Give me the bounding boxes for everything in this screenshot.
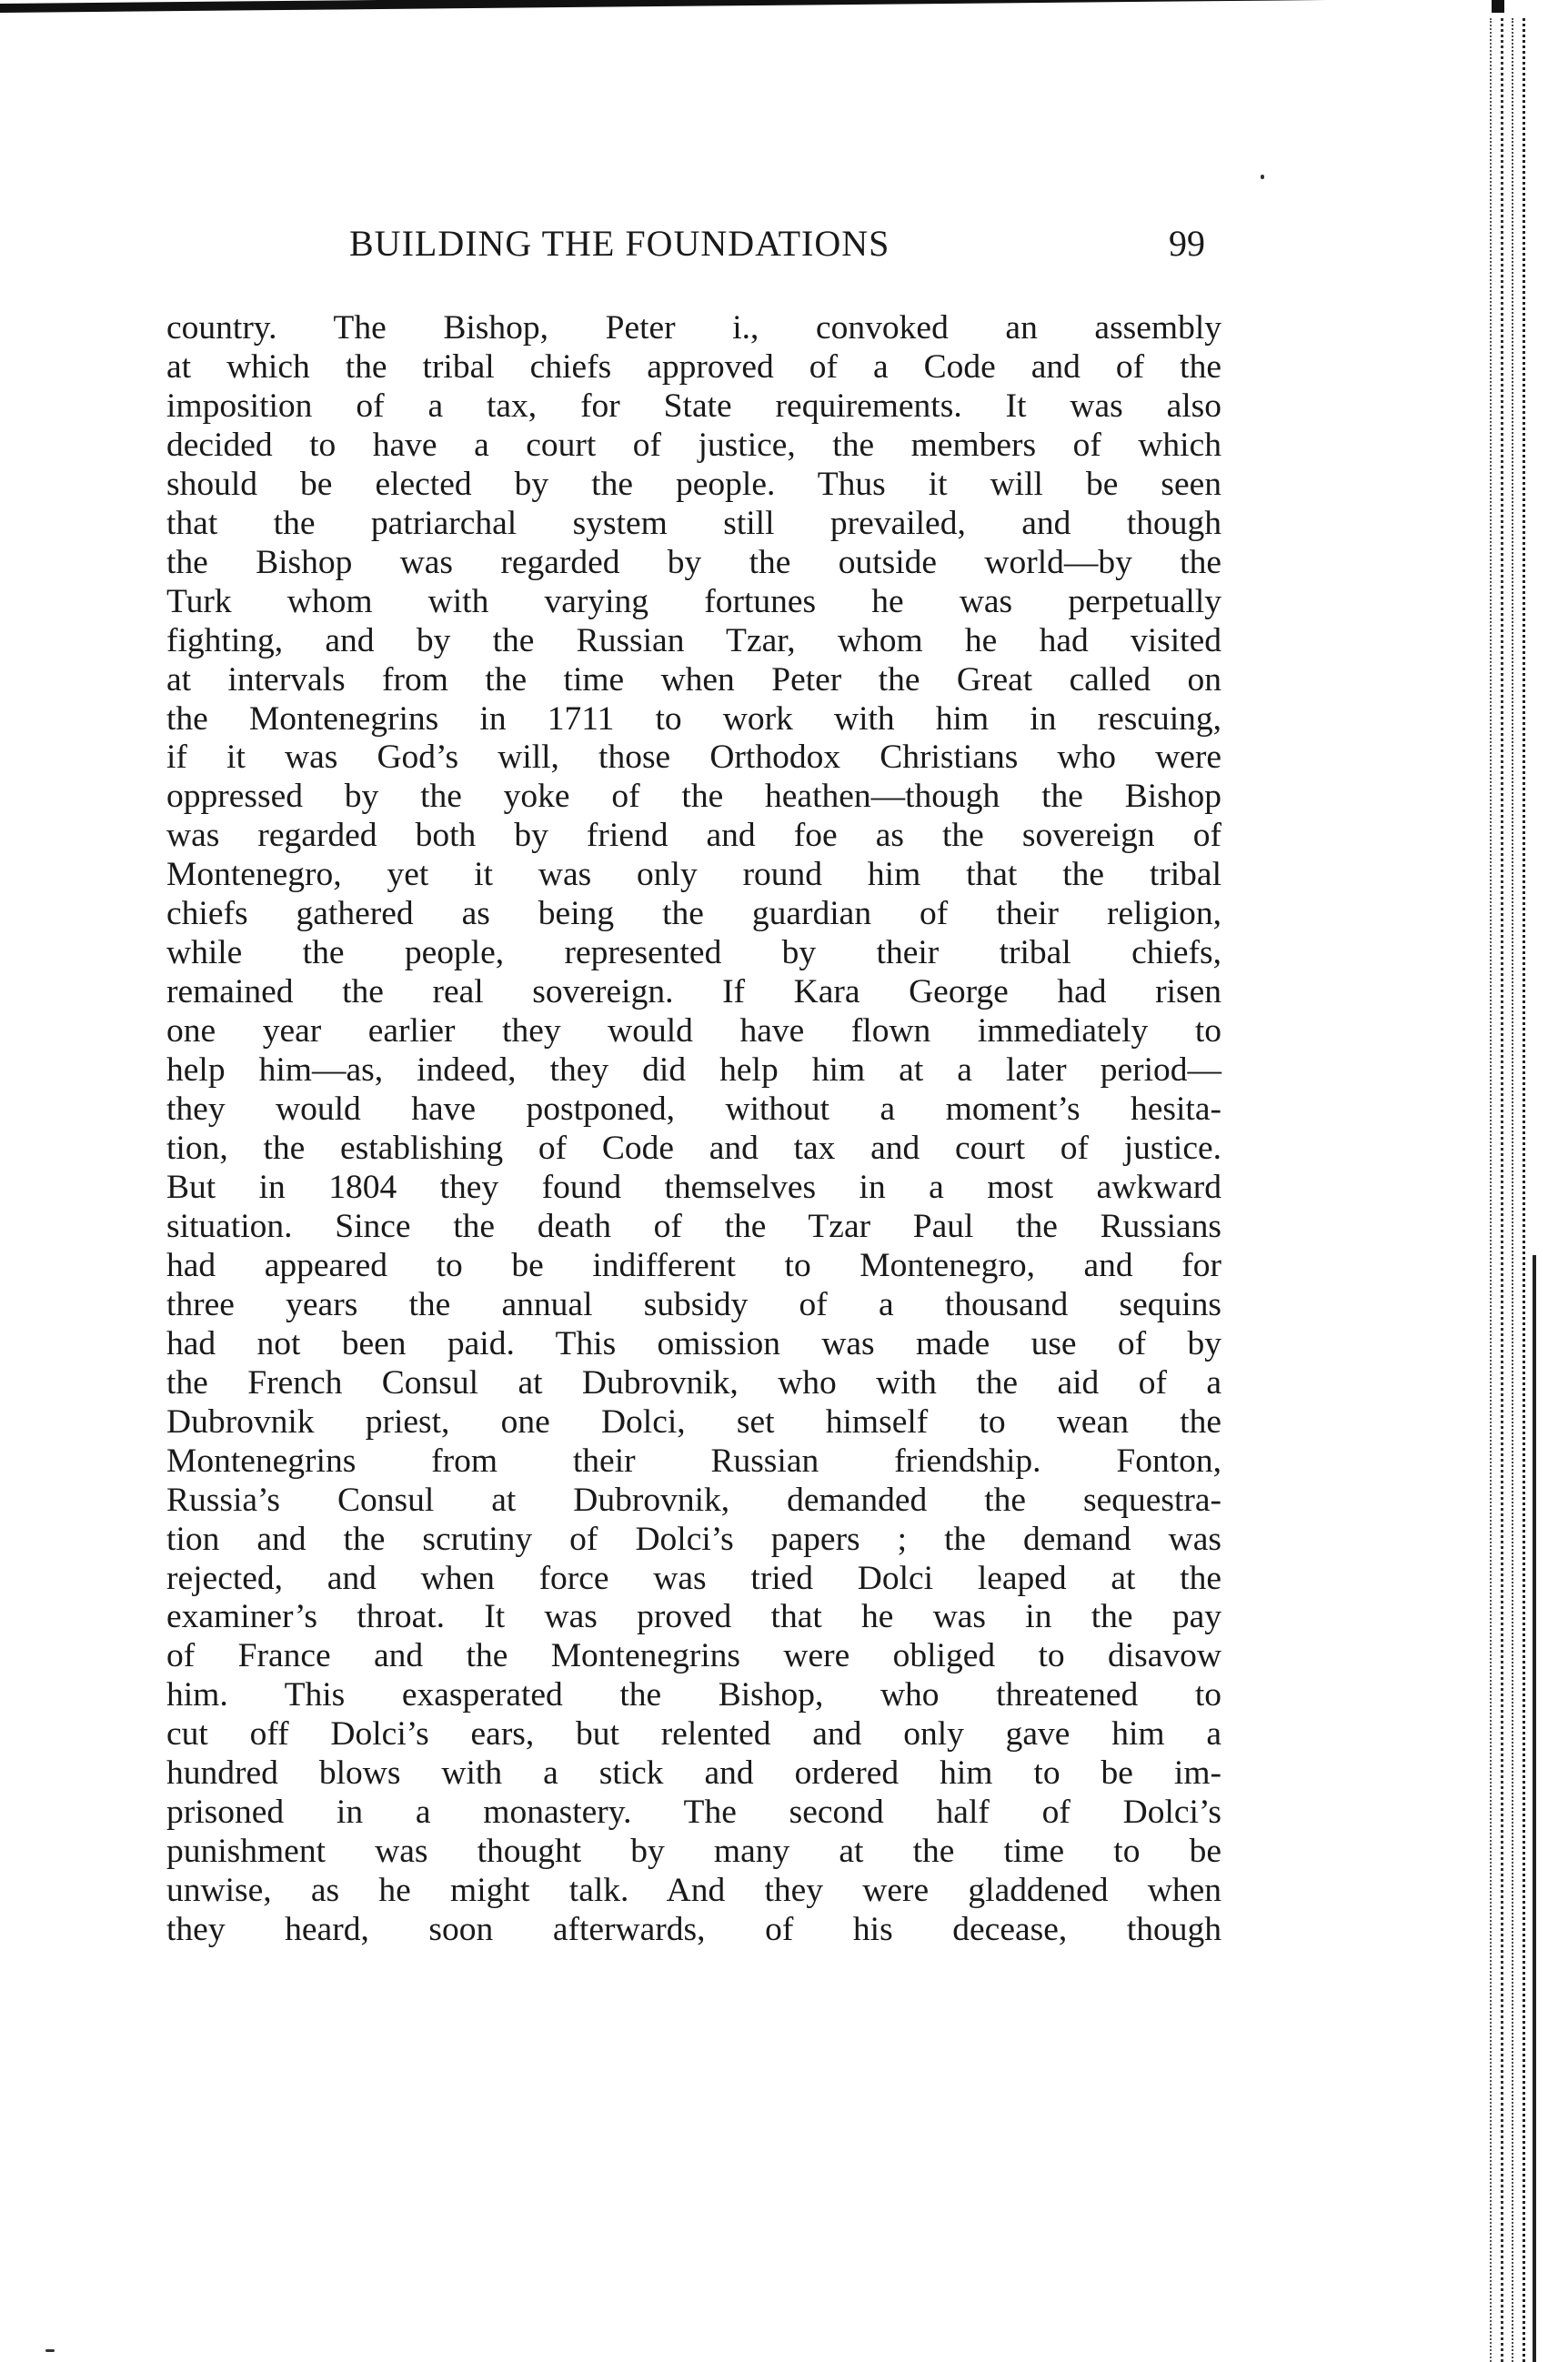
text-line: rejected, and when force was tried Dolci leaped at the [166,1559,1221,1597]
text-line: Dubrovnik priest, one Dolci, set himself to wean the [166,1402,1221,1441]
text-line: the Bishop was regarded by the outside world—by the [166,543,1221,581]
text-line: unwise, as he might talk. And they were gladdened when [166,1872,1221,1910]
text-line: fighting, and by the Russian Tzar, whom he had visited [166,621,1221,659]
page-edge-shadow [1512,18,1513,2362]
text-line: help him—as, indeed, they did help him at a later period— [166,1051,1221,1090]
text-line: that the patriarchal system still prevailed, and though [166,504,1221,542]
top-edge-corner [1492,0,1504,13]
text-line: decided to have a court of justice, the members of which [166,426,1221,464]
text-line: situation. Since the death of the Tzar Paul the Russians [166,1207,1221,1245]
text-line: should be elected by the people. Thus it will be seen [166,465,1221,503]
text-line: cut off Dolci’s ears, but relented and only gave him a [166,1715,1221,1754]
text-line: had appeared to be indifferent to Montenegro, and for [166,1246,1221,1284]
running-title: BUILDING THE FOUNDATIONS [349,223,890,264]
text-line: Montenegro, yet it was only round him that the tribal [166,856,1221,894]
text-line: at intervals from the time when Peter the Great called on [166,660,1221,699]
text-line: country. The Bishop, Peter i., convoked an assembly [166,309,1221,347]
text-line: examiner’s throat. It was proved that he was in the pay [166,1598,1221,1636]
text-line: three years the annual subsidy of a thousand sequins [166,1285,1221,1323]
text-line: they would have postponed, without a moment’s hesita- [166,1091,1221,1129]
text-line: prisoned in a monastery. The second half of Dolci’s [166,1794,1221,1832]
text-line: of France and the Montenegrins were obliged to disavow [166,1637,1221,1675]
text-line: oppressed by the yoke of the heathen—though the Bishop [166,778,1221,816]
page-edge-shadow [1533,1255,1536,2362]
text-line: tion, the establishing of Code and tax and court of justice. [166,1130,1221,1168]
text-line: the Montenegrins in 1711 to work with him in rescuing, [166,699,1221,738]
page-edge-shadow [1490,18,1492,2362]
text-line: him. This exasperated the Bishop, who threatened to [166,1676,1221,1714]
text-line: Russia’s Consul at Dubrovnik, demanded the sequestra- [166,1481,1221,1519]
text-line: was regarded both by friend and foe as the sovereign of [166,817,1221,855]
text-line: Montenegrins from their Russian friendship. Fonton, [166,1442,1221,1480]
text-line: if it was God’s will, those Orthodox Christians who were [166,739,1221,777]
text-line: while the people, represented by their tribal chiefs, [166,934,1221,972]
text-line: they heard, soon afterwards, of his decease, though [166,1911,1221,1949]
text-line: one year earlier they would have flown immediately to [166,1012,1221,1050]
running-header [349,222,1205,276]
text-line: the French Consul at Dubrovnik, who with the aid of a [166,1363,1221,1402]
page-number: 99 [1169,223,1205,264]
text-line: chiefs gathered as being the guardian of their religion, [166,895,1221,933]
ink-speck [45,2349,55,2352]
text-line: hundred blows with a stick and ordered him to be im- [166,1754,1221,1793]
text-line: remained the real sovereign. If Kara George had risen [166,973,1221,1011]
body-text [166,309,1221,1950]
top-edge-rule [0,0,1503,13]
text-line: punishment was thought by many at the time to be [166,1833,1221,1871]
text-line: imposition of a tax, for State requirements. It was also [166,387,1221,425]
text-line: But in 1804 they found themselves in a most awkward [166,1168,1221,1206]
page-edge-shadow [1501,18,1503,2362]
text-line: tion and the scrutiny of Dolci’s papers ; the demand was [166,1520,1221,1558]
text-line: had not been paid. This omission was made use of by [166,1324,1221,1362]
page-edge-shadow [1523,18,1525,2362]
text-line: at which the tribal chiefs approved of a Code and of the [166,347,1221,386]
text-line: Turk whom with varying fortunes he was perpetually [166,582,1221,620]
ink-speck [1261,175,1264,179]
